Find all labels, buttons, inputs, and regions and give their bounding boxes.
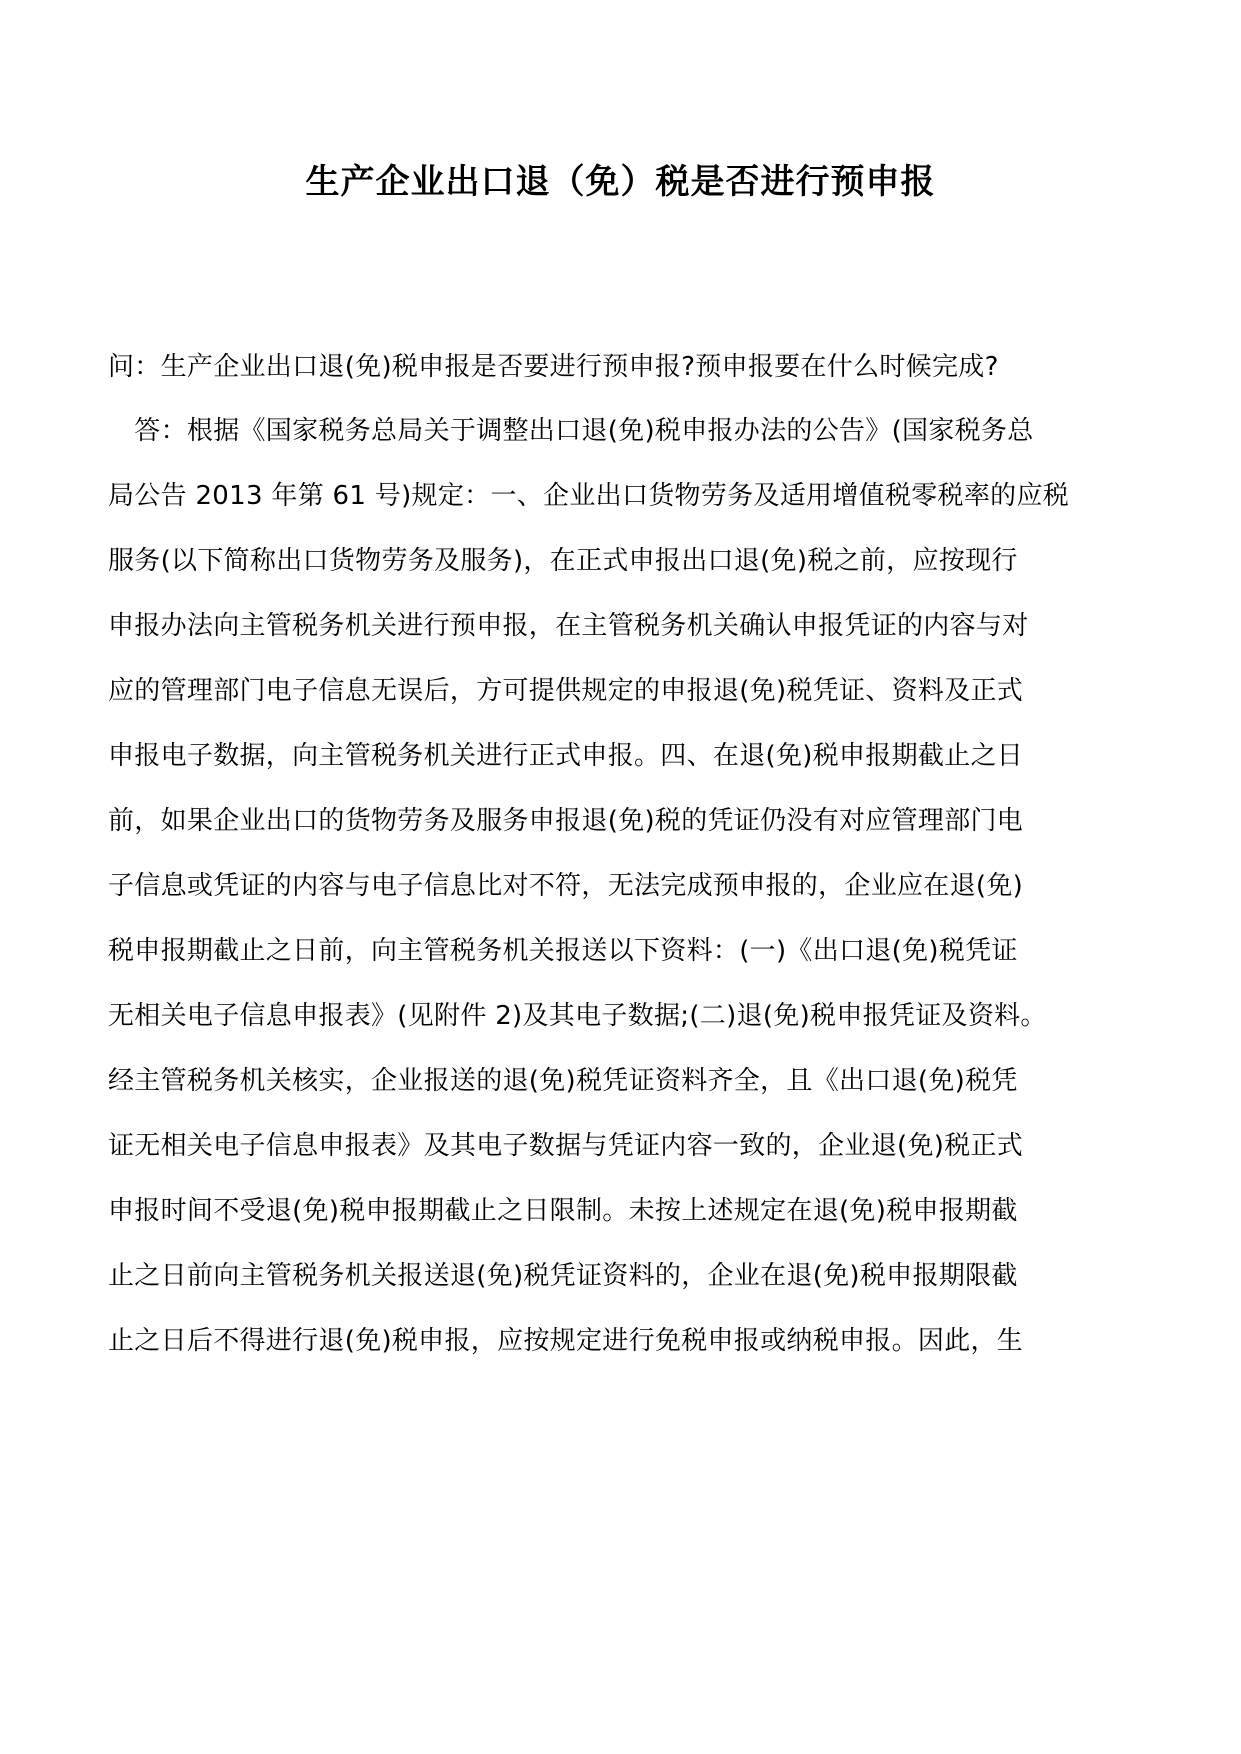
- body-line-8: 前，如果企业出口的货物劳务及服务申报退(免)税的凭证仍没有对应管理部门电: [108, 806, 1024, 836]
- body-line-13: 证无相关电子信息申报表》及其电子数据与凭证内容一致的，企业退(免)税正式: [108, 1131, 1024, 1161]
- document-title: 生产企业出口退（免）税是否进行预申报: [305, 162, 936, 202]
- body-line-9: 子信息或凭证的内容与电子信息比对不符，无法完成预申报的，企业应在退(免): [108, 871, 1024, 901]
- body-line-12: 经主管税务机关核实，企业报送的退(免)税凭证资料齐全，且《出口退(免)税凭: [108, 1066, 1018, 1096]
- body-line-11: 无相关电子信息申报表》(见附件 2)及其电子数据;(二)退(免)税申报凭证及资料。: [108, 1001, 1047, 1031]
- body-line-16: 止之日后不得进行退(免)税申报，应按规定进行免税申报或纳税申报。因此，生: [108, 1326, 1024, 1356]
- body-line-15: 止之日前向主管税务机关报送退(免)税凭证资料的，企业在退(免)税申报期限截: [108, 1261, 1018, 1291]
- body-line-14: 申报时间不受退(免)税申报期截止之日限制。未按上述规定在退(免)税申报期截: [108, 1196, 1018, 1226]
- body-line-2: 答：根据《国家税务总局关于调整出口退(免)税申报办法的公告》(国家税务总: [108, 416, 1034, 446]
- body-line-10: 税申报期截止之日前，向主管税务机关报送以下资料：(一)《出口退(免)税凭证: [108, 936, 1018, 966]
- body-line-7: 申报电子数据，向主管税务机关进行正式申报。四、在退(免)税申报期截止之日: [108, 741, 1024, 771]
- body-line-6: 应的管理部门电子信息无误后，方可提供规定的申报退(免)税凭证、资料及正式: [108, 676, 1024, 706]
- body-line-3: 局公告 2013 年第 61 号)规定：一、企业出口货物劳务及适用增值税零税率的应税: [108, 481, 1070, 511]
- body-line-4: 服务(以下简称出口货物劳务及服务)，在正式申报出口退(免)税之前，应按现行: [108, 546, 1018, 576]
- body-line-5: 申报办法向主管税务机关进行预申报，在主管税务机关确认申报凭证的内容与对: [108, 611, 1029, 641]
- body-line-1: 问：生产企业出口退(免)税申报是否要进行预申报?预申报要在什么时候完成?: [108, 352, 999, 382]
